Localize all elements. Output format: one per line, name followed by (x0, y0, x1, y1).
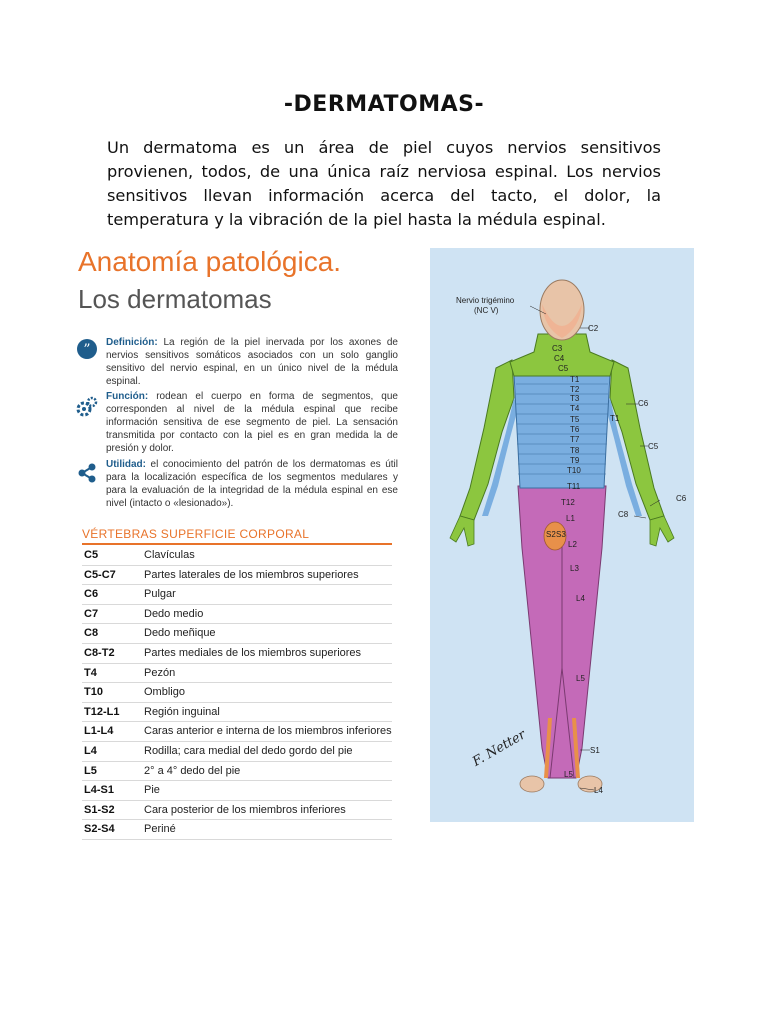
vertebra-level: C6 (84, 588, 99, 601)
table-row (82, 801, 392, 821)
label-s3: S3 (556, 530, 566, 539)
vertebra-level: L1-L4 (84, 725, 114, 738)
label-t2: T2 (570, 385, 580, 394)
body-surface: Pezón (144, 666, 176, 679)
vertebra-level: L5 (84, 764, 97, 777)
label-t4: T4 (570, 404, 580, 413)
table-row (82, 703, 392, 723)
body-surface: Dedo medio (144, 607, 204, 620)
label-t8: T8 (570, 446, 580, 455)
torso-thoracic (514, 374, 610, 488)
table-row (82, 762, 392, 782)
label-c6-arm: C6 (638, 399, 649, 408)
table-row (82, 644, 392, 664)
vertebra-level: C5-C7 (84, 568, 116, 581)
dermatome-info-panel (74, 244, 404, 836)
table-row (82, 742, 392, 762)
table-row (82, 820, 392, 840)
vertebra-level: L4 (84, 744, 97, 757)
netter-signature: F. Netter (470, 727, 529, 770)
body-surface: Cara posterior de los miembros inferiores (144, 803, 346, 816)
table-row (82, 683, 392, 703)
quote-icon (76, 338, 98, 360)
function-label: Función: (106, 391, 149, 402)
vertebrae-table (82, 546, 392, 840)
label-t1: T1 (570, 375, 580, 384)
label-l5-foot: L5 (564, 770, 573, 779)
body-surface: Partes mediales de los miembros superiores (144, 646, 362, 659)
label-l3: L3 (570, 564, 579, 573)
table-row (82, 566, 392, 586)
page-title: -DERMATOMAS- (283, 92, 485, 117)
vertebra-level: C8-T2 (84, 646, 115, 659)
panel-heading-primary: Anatomía patológica. (78, 246, 342, 277)
gears-icon (76, 396, 98, 418)
label-t9: T9 (570, 456, 580, 465)
share-icon (76, 462, 98, 484)
body-surface: Ombligo (144, 686, 185, 699)
body-surface: Pulgar (144, 588, 176, 601)
body-surface: Dedo meñique (144, 627, 216, 640)
table-row (82, 722, 392, 742)
table-row (82, 781, 392, 801)
label-l1: L1 (566, 514, 575, 523)
vertebra-level: C7 (84, 607, 99, 620)
label-c5-arm: C5 (648, 442, 659, 451)
label-l2: L2 (568, 540, 577, 549)
body-surface: Periné (144, 823, 176, 836)
body-surface: Rodilla; cara medial del dedo gordo del pie (144, 744, 353, 757)
label-c2: C2 (588, 324, 599, 333)
table-row (82, 585, 392, 605)
label-t1-arm: T1 (610, 414, 620, 423)
utility-block (106, 458, 398, 510)
vertebra-level: L4-S1 (84, 784, 114, 797)
table-row (82, 624, 392, 644)
label-t6: T6 (570, 425, 580, 434)
function-block (106, 390, 398, 455)
body-surface: Caras anterior e interna de los miembros inferiores (144, 725, 392, 738)
label-trigeminal-cn: (NC V) (474, 306, 499, 315)
vertebra-level: C8 (84, 627, 99, 640)
label-l4: L4 (576, 594, 585, 603)
foot-right (520, 776, 544, 792)
vertebra-level: C5 (84, 549, 99, 561)
body-surface: Clavículas (144, 549, 195, 561)
vertebra-level: S2-S4 (84, 823, 115, 836)
dermatome-body-figure (430, 248, 694, 822)
body-surface: Pie (144, 784, 160, 797)
vertebra-level: T10 (84, 686, 103, 699)
label-t12: T12 (561, 498, 575, 507)
label-s2: S2 (546, 530, 556, 539)
label-c6-hand: C6 (676, 494, 687, 503)
definition-block (106, 336, 398, 388)
label-trigeminal-nerve: Nervio trigémino (456, 296, 515, 305)
table-title: VÉRTEBRAS SUPERFICIE CORPORAL (82, 527, 310, 541)
svg-text:”: ” (83, 342, 91, 358)
hand-right (450, 516, 474, 546)
function-text: rodean el cuerpo en forma de segmentos, que corresponden al nivel de la médula espinal que recibe información sensitiva de ese segmento de piel. La sensación transmitida por contacto con la piel es en gran medida la de presión y dolor. (106, 391, 398, 454)
label-t7: T7 (570, 435, 580, 444)
body-surface: Región inguinal (144, 705, 220, 718)
vertebra-level: S1-S2 (84, 803, 115, 816)
label-t11: T11 (567, 482, 581, 491)
table-row (82, 546, 392, 566)
utility-text: el conocimiento del patrón de los dermatomas es útil para la localización específica de los segmentos medulares y para la evaluación de la integridad de la médula espinal en ese nivel (intacto o «lesionado»). (106, 459, 398, 509)
table-row (82, 664, 392, 684)
vertebra-level: T4 (84, 666, 97, 679)
label-l5: L5 (576, 674, 585, 683)
utility-label: Utilidad: (106, 459, 146, 470)
label-t3: T3 (570, 394, 580, 403)
intro-paragraph: Un dermatoma es un área de piel cuyos nervios sensitivos provienen, todos, de una única raíz nerviosa espinal. Los nervios sensitivos llevan información acerca del tacto, el dolor, la temperatura y la vibración de la piel hasta la médula espinal. (107, 138, 661, 229)
label-c4: C4 (554, 354, 565, 363)
body-surface: Partes laterales de los miembros superiores (144, 568, 359, 581)
body-surface: 2° a 4° dedo del pie (144, 764, 241, 777)
definition-text: La región de la piel inervada por los axones de nervios sensitivos somáticos asociados con un solo ganglio sensitivo del nervio espinal, en un único nivel de la médula espinal. (106, 337, 398, 387)
panel-heading-secondary: Los dermatomas (78, 284, 272, 314)
table-row (82, 605, 392, 625)
label-t5: T5 (570, 415, 580, 424)
table-title-rule (82, 543, 392, 545)
label-l4-foot: L4 (594, 786, 603, 795)
hand-left (650, 516, 674, 546)
label-c8: C8 (618, 510, 629, 519)
vertebra-level: T12-L1 (84, 705, 120, 718)
label-t10: T10 (567, 466, 581, 475)
definition-label: Definición: (106, 337, 158, 348)
label-c5: C5 (558, 364, 569, 373)
label-c3: C3 (552, 344, 563, 353)
label-s1: S1 (590, 746, 600, 755)
